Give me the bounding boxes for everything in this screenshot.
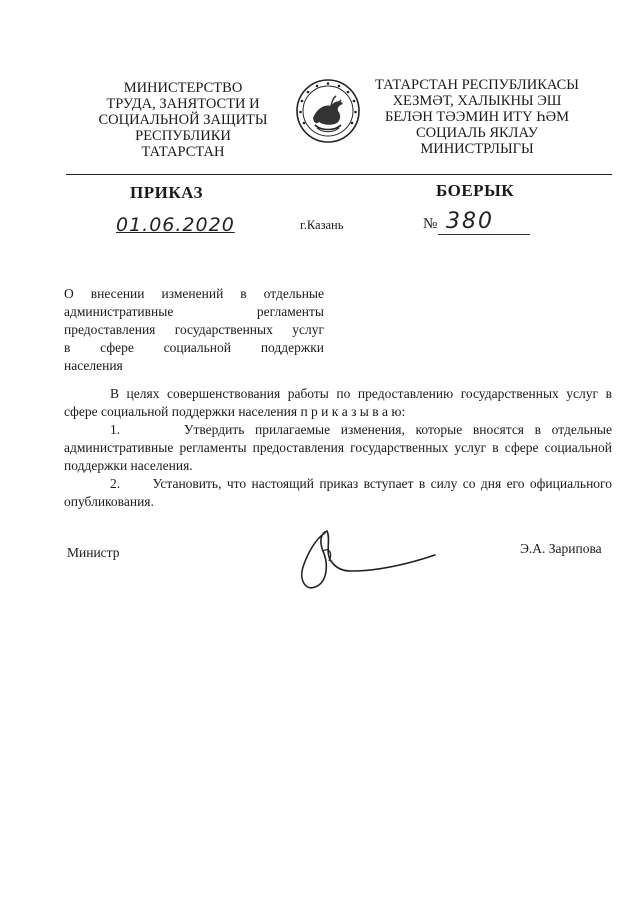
ministry-ru-line: ТАТАРСТАН bbox=[141, 144, 225, 160]
subject-line: в сфере социальной поддержки bbox=[64, 340, 324, 355]
ministry-name-tt bbox=[366, 77, 588, 157]
subject-line: О внесении изменений в отдельные bbox=[64, 286, 324, 301]
subject-line: населения bbox=[64, 358, 123, 373]
order-title-tt: БОЕРЫК bbox=[436, 181, 515, 200]
ministry-tt-line: ТАТАРСТАН РЕСПУБЛИКАСЫ bbox=[375, 77, 579, 93]
order-subject bbox=[64, 285, 324, 375]
ministry-tt-line: МИНИСТРЛЫГЫ bbox=[420, 141, 534, 157]
signatory-name: Э.А. Зарипова bbox=[520, 541, 602, 556]
coat-of-arms-icon bbox=[295, 78, 361, 144]
order-city: г.Казань bbox=[300, 218, 344, 232]
ministry-tt-line: СОЦИАЛЬ ЯКЛАУ bbox=[416, 125, 538, 141]
ministry-ru-line: СОЦИАЛЬНОЙ ЗАЩИТЫ bbox=[98, 112, 268, 128]
subject-line: административные регламенты bbox=[64, 304, 324, 319]
body-item-1: 1. Утвердить прилагаемые изменения, которые вносятся в отдельные административные регламенты предоставления государственных услуг в сфере социальной поддержки населения. bbox=[64, 422, 612, 473]
body-intro: В целях совершенствования работы по предоставлению государственных услуг в сфере социальной поддержки населения п р и к а з ы в а ю: bbox=[64, 386, 612, 419]
order-date: 01.06.2020 bbox=[116, 214, 235, 236]
ministry-name-ru bbox=[78, 80, 288, 160]
signatory-position: Министр bbox=[67, 545, 120, 560]
subject-line: предоставления государственных услуг bbox=[64, 322, 324, 337]
handwritten-signature bbox=[285, 527, 445, 597]
order-body bbox=[64, 385, 612, 511]
ministry-ru-line: МИНИСТЕРСТВО bbox=[123, 80, 243, 96]
header-divider bbox=[66, 174, 612, 175]
order-number: 380 bbox=[446, 209, 494, 234]
ministry-tt-line: ХЕЗМӘТ, ХАЛЫКНЫ ЭШ bbox=[392, 93, 562, 109]
ministry-ru-line: ТРУДА, ЗАНЯТОСТИ И bbox=[106, 96, 260, 112]
body-item-2: 2. Установить, что настоящий приказ вступает в силу со дня его официального опубликования. bbox=[64, 476, 612, 509]
order-title-ru: ПРИКАЗ bbox=[130, 183, 203, 202]
number-sign: № bbox=[423, 216, 438, 232]
ministry-tt-line: БЕЛӘН ТӘЭМИН ИТҮ ҺӘМ bbox=[385, 109, 569, 125]
ministry-ru-line: РЕСПУБЛИКИ bbox=[135, 128, 231, 144]
